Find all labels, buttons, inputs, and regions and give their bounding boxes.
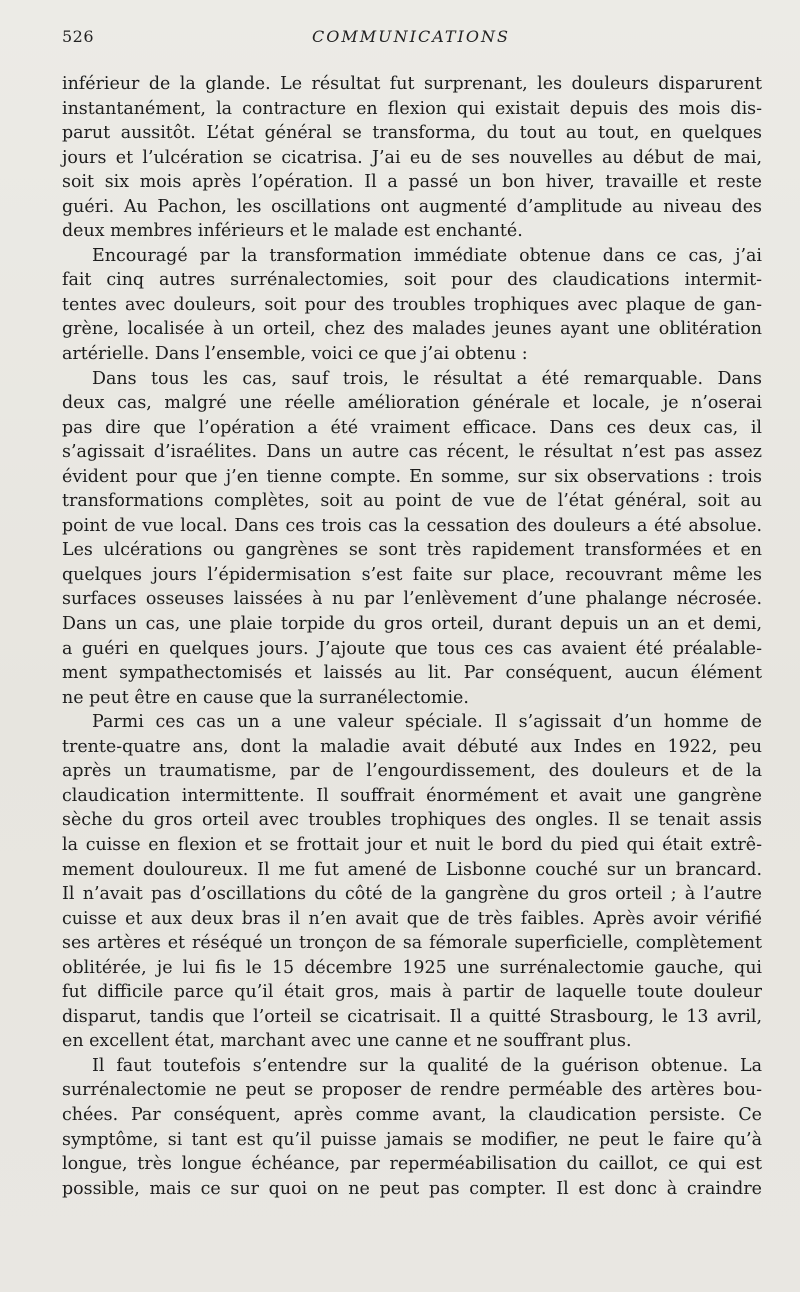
text-line: Dans tous les cas, sauf trois, le résultat a été remarquable. Dans [92,368,762,389]
running-head [62,27,760,51]
text-line: Il n’avait pas d’oscillations du côté de la gangrène du gros orteil ; à l’autre [62,884,762,905]
text-line: trente-quatre ans, dont la maladie avait débuté aux Indes en 1922, peu [62,736,762,757]
text-line: cuisse et aux deux bras il n’en avait que de très faibles. Après avoir vérifié [62,908,762,929]
text-line: pas dire que l’opération a été vraiment efficace. Dans ces deux cas, il [62,417,762,438]
text-line: Parmi ces cas un a une valeur spéciale. Il s’agissait d’un homme de [92,712,762,733]
text-line: Encouragé par la transformation immédiate obtenue dans ce cas, j’ai [92,245,762,266]
text-line: évident pour que j’en tienne compte. En somme, sur six observations : trois [62,466,762,487]
text-line: grène, localisée à un orteil, chez des malades jeunes ayant une oblitération [62,319,762,340]
page-number: 526 [62,27,95,46]
body-text [62,72,762,1201]
text-line: ne peut être en cause que la surranélectomie. [62,687,469,708]
text-line: tentes avec douleurs, soit pour des troubles trophiques avec plaque de gan- [62,294,762,315]
text-line: la cuisse en flexion et se frottait jour et nuit le bord du pied qui était extrê- [62,834,762,855]
text-line: artérielle. Dans l’ensemble, voici ce que j’ai obtenu : [62,344,528,365]
text-line: surrénalectomie ne peut se proposer de rendre perméable des artères bou- [62,1080,762,1101]
text-line: transformations complètes, soit au point de vue de l’état général, soit au [62,491,762,512]
text-line: fut difficile parce qu’il était gros, mais à partir de laquelle toute douleur [62,982,762,1003]
text-line: en excellent état, marchant avec une canne et ne souffrant plus. [62,1031,632,1052]
text-line: inférieur de la glande. Le résultat fut surprenant, les douleurs disparurent [62,74,762,94]
text-line: disparut, tandis que l’orteil se cicatrisait. Il a quitté Strasbourg, le 13 avril, [62,1006,762,1027]
text-line: parut aussitôt. L’état général se transforma, du tout au tout, en quelques [62,123,762,144]
text-line: symptôme, si tant est qu’il puisse jamais se modifier, ne peut le faire qu’à [62,1129,762,1150]
text-line: a guéri en quelques jours. J’ajoute que tous ces cas avaient été préalable- [62,638,762,659]
text-line: deux membres inférieurs et le malade est enchanté. [62,221,523,242]
text-line: claudication intermittente. Il souffrait énormément et avait une gangrène [62,785,762,806]
text-line: longue, très longue échéance, par reperméabilisation du caillot, ce qui est [62,1154,762,1175]
text-line: guéri. Au Pachon, les oscillations ont augmenté d’amplitude au niveau des [62,196,762,217]
text-line: chées. Par conséquent, après comme avant, la claudication persiste. Ce [62,1104,762,1125]
text-line: soit six mois après l’opération. Il a passé un bon hiver, travaille et reste [62,172,762,193]
text-line: ses artères et réséqué un tronçon de sa fémorale superficielle, complètement [62,933,762,954]
text-line: instantanément, la contracture en flexion qui existait depuis des mois dis- [62,98,762,119]
text-line: sèche du gros orteil avec troubles trophiques des ongles. Il se tenait assis [62,810,762,831]
text-line: oblitérée, je lui fis le 15 décembre 1925 une surrénalectomie gauche, qui [62,957,762,978]
text-line: s’agissait d’israélites. Dans un autre cas récent, le résultat n’est pas assez [62,442,762,463]
text-line: possible, mais ce sur quoi on ne peut pas compter. Il est donc à craindre [62,1178,762,1199]
text-line: Dans un cas, une plaie torpide du gros orteil, durant depuis un an et demi, [62,614,762,635]
text-line: Les ulcérations ou gangrènes se sont très rapidement transformées et en [62,540,762,561]
text-line: Il faut toutefois s’entendre sur la qualité de la guérison obtenue. La [92,1055,762,1076]
text-line: deux cas, malgré une réelle amélioration générale et locale, je n’oserai [62,393,762,414]
running-title: COMMUNICATIONS [312,27,510,46]
text-line: ment sympathectomisés et laissés au lit. Par conséquent, aucun élément [62,663,762,684]
text-line: quelques jours l’épidermisation s’est faite sur place, recouvrant même les [62,564,762,585]
text-line: jours et l’ulcération se cicatrisa. J’ai eu de ses nouvelles au début de mai, [62,147,762,168]
text-line: surfaces osseuses laissées à nu par l’enlèvement d’une phalange nécrosée. [62,589,762,610]
text-line: point de vue local. Dans ces trois cas la cessation des douleurs a été absolue. [62,515,762,536]
text-line: fait cinq autres surrénalectomies, soit pour des claudications intermit- [62,270,762,291]
text-line: mement douloureux. Il me fut amené de Lisbonne couché sur un brancard. [62,859,762,880]
text-line: après un traumatisme, par de l’engourdissement, des douleurs et de la [62,761,762,782]
